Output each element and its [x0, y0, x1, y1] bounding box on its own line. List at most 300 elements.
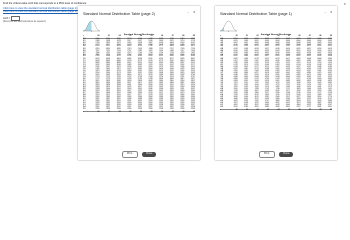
probability-cell: .9817 — [190, 78, 195, 81]
probability-cell: .0409 — [275, 71, 280, 74]
probability-cell: .6808 — [169, 45, 174, 48]
probability-cell: .0132 — [254, 61, 259, 64]
probability-cell: .0228 — [233, 65, 238, 68]
probability-cell: .0059 — [254, 55, 259, 58]
probability-cell: .9913 — [179, 83, 185, 86]
probability-cell: .1841 — [233, 88, 238, 91]
probability-cell: .0013 — [254, 45, 259, 48]
probability-cell: .4325 — [306, 103, 311, 106]
probability-cell: .0694 — [317, 78, 322, 81]
probability-cell: .6554 — [95, 45, 100, 48]
probability-cell: .9997 — [126, 105, 132, 108]
done-button[interactable]: Done — [142, 152, 156, 157]
z-value-cell: -3.3 — [220, 39, 224, 42]
probability-cell: .5319 — [179, 37, 185, 40]
probability-cell: .0250 — [296, 68, 301, 71]
probability-cell: .9049 — [105, 63, 111, 66]
probability-cell: .5120 — [126, 37, 132, 40]
probability-cell: .9162 — [179, 63, 185, 66]
close-icon[interactable]: ✕ — [329, 10, 334, 14]
probability-cell: .9292 — [169, 65, 174, 68]
probability-cell: .2912 — [285, 95, 290, 98]
probability-cell: .0051 — [306, 55, 311, 58]
column-header: .05 — [280, 109, 290, 111]
probability-cell: .0808 — [233, 78, 238, 81]
close-icon[interactable]: ✕ — [192, 10, 197, 14]
probability-cell: .9505 — [148, 69, 153, 72]
probability-cell: .0951 — [243, 80, 249, 82]
z-value-cell: -0.2 — [220, 102, 224, 104]
probability-cell: .3409 — [243, 98, 249, 101]
probability-cell: .0005 — [233, 39, 238, 42]
column-header: .09 — [321, 109, 332, 111]
probability-cell: .7389 — [137, 49, 142, 52]
probability-cell: .2148 — [327, 91, 332, 94]
probability-cell: .2061 — [254, 90, 259, 93]
done-button[interactable]: Done — [279, 152, 293, 157]
probability-cell: .0129 — [264, 61, 270, 64]
probability-cell: .9929 — [148, 85, 153, 88]
z-value-cell: -1.9 — [220, 68, 224, 71]
probability-cell: .8389 — [190, 55, 195, 58]
probability-cell: .0034 — [243, 51, 249, 54]
probability-cell: .7881 — [95, 53, 100, 56]
probability-cell: .7764 — [158, 51, 164, 54]
z-table-negative — [220, 36, 332, 112]
probability-cell: .0606 — [285, 75, 290, 78]
probability-cell: .0048 — [327, 55, 332, 58]
minimize-icon[interactable]: – — [187, 10, 191, 14]
probability-cell: .7704 — [137, 51, 142, 54]
column-header: .09 — [184, 36, 195, 38]
dialog-buttons — [78, 151, 200, 158]
probability-cell: .0041 — [275, 53, 280, 56]
probability-cell: .6217 — [105, 43, 111, 46]
probability-cell: .1056 — [285, 81, 290, 84]
probability-cell: .9357 — [116, 68, 121, 71]
probability-cell: .9664 — [126, 73, 132, 76]
probability-cell: .0003 — [243, 37, 249, 40]
probability-cell: .9834 — [126, 80, 132, 82]
probability-cell: .2843 — [306, 95, 311, 98]
probability-cell: .6628 — [116, 45, 121, 48]
probability-cell: .9975 — [105, 93, 111, 96]
probability-cell: .9864 — [105, 81, 111, 84]
probability-cell: .6950 — [105, 47, 111, 50]
z-value-cell: -2.6 — [220, 53, 224, 56]
probability-cell: .6141 — [190, 41, 195, 44]
probability-cell: .9961 — [158, 90, 164, 93]
minimize-icon[interactable]: – — [324, 10, 328, 14]
probability-cell: .9850 — [169, 80, 174, 82]
z-value-cell: -2.4 — [220, 58, 224, 60]
probability-cell: .1867 — [327, 90, 332, 93]
probability-cell: .9984 — [137, 95, 142, 98]
probability-cell: .0023 — [264, 49, 270, 52]
probability-cell: .0122 — [285, 61, 290, 64]
probability-cell: .9998 — [190, 105, 195, 108]
table-header-row — [220, 109, 332, 111]
probability-cell: .7852 — [190, 51, 195, 54]
z-value-cell: -0.7 — [220, 91, 224, 94]
probability-cell: .3121 — [327, 98, 332, 101]
probability-cell: .0026 — [327, 51, 332, 54]
probability-cell: .9996 — [137, 103, 142, 106]
probability-cell: .8980 — [169, 61, 174, 64]
probability-cell: .3085 — [233, 95, 238, 98]
probability-cell: .4920 — [254, 105, 259, 108]
probability-cell: .9997 — [137, 105, 142, 108]
probability-cell: .9971 — [158, 91, 164, 94]
probability-cell: .0119 — [296, 61, 301, 64]
probability-cell: .9949 — [169, 88, 174, 91]
probability-cell: .8665 — [105, 59, 111, 62]
probability-cell: .9955 — [105, 90, 111, 93]
probability-cell: .0287 — [233, 68, 238, 71]
probability-cell: .8599 — [179, 58, 185, 60]
probability-cell: .5871 — [116, 41, 121, 44]
z-value-cell: 2.6 — [83, 90, 86, 93]
probability-cell: .0016 — [285, 47, 290, 50]
probability-cell: .0174 — [243, 63, 249, 66]
probability-cell: .9625 — [179, 71, 185, 74]
probability-cell: .6700 — [137, 45, 142, 48]
probability-cell: .8554 — [158, 58, 164, 60]
probability-cell: .9713 — [95, 75, 100, 78]
probability-cell: .9099 — [137, 63, 142, 66]
curve-axis-label: 0 — [91, 32, 92, 33]
probability-cell: .1894 — [317, 90, 322, 93]
probability-cell: .0007 — [233, 41, 238, 44]
probability-cell: .9946 — [148, 88, 153, 91]
probability-cell: .9972 — [169, 91, 174, 94]
column-header: .07 — [163, 36, 174, 38]
probability-cell: .0136 — [243, 61, 249, 64]
probability-cell: .8159 — [95, 55, 100, 58]
probability-cell: .2420 — [233, 91, 238, 94]
column-header: .06 — [290, 109, 300, 111]
probability-cell: .7967 — [126, 53, 132, 56]
z-value-cell: -1.7 — [220, 71, 224, 74]
probability-cell: .9761 — [179, 75, 185, 78]
probability-cell: .9945 — [137, 88, 142, 91]
probability-cell: .8749 — [148, 59, 153, 62]
probability-cell: .9875 — [137, 81, 142, 84]
probability-cell: .1446 — [296, 85, 301, 88]
probability-cell: .9998 — [95, 108, 100, 111]
probability-cell: .9535 — [179, 69, 185, 72]
probability-cell: .0314 — [296, 69, 301, 72]
z-value-cell: 0.5 — [83, 47, 86, 50]
probability-cell: .1190 — [317, 83, 322, 86]
probability-cell: .6293 — [126, 43, 132, 46]
probability-cell: .8186 — [105, 55, 111, 58]
normal-curve-left-shaded — [220, 20, 237, 32]
probability-cell: .9131 — [158, 63, 164, 66]
probability-cell: .9515 — [158, 69, 164, 72]
probability-cell: .9719 — [105, 75, 111, 78]
probability-cell: .0038 — [306, 53, 311, 56]
z-value-cell: -2.9 — [220, 47, 224, 50]
probability-cell: .1711 — [285, 88, 290, 91]
probability-cell: .9693 — [169, 73, 174, 76]
probability-cell: .0044 — [254, 53, 259, 56]
probability-cell: .7642 — [116, 51, 121, 54]
probability-cell: .9991 — [116, 100, 121, 103]
z-value-cell: 2.2 — [83, 81, 86, 84]
z-value-cell: -2.5 — [220, 55, 224, 58]
probability-cell: .7517 — [179, 49, 185, 52]
column-header: .02 — [248, 109, 258, 111]
probability-cell: .9830 — [116, 80, 121, 82]
probability-cell: .0071 — [285, 58, 290, 60]
probability-cell: .0004 — [264, 39, 270, 42]
probability-cell: .0516 — [264, 73, 270, 76]
probability-cell: .5279 — [169, 37, 174, 40]
probability-cell: .9778 — [105, 78, 111, 81]
probability-cell: .9995 — [95, 103, 100, 106]
probability-cell: .8340 — [169, 55, 174, 58]
probability-cell: .9927 — [137, 85, 142, 88]
probability-cell: .0091 — [296, 59, 301, 62]
probability-cell: .9788 — [126, 78, 132, 81]
probability-cell: .1562 — [243, 85, 249, 88]
probability-cell: .2296 — [275, 91, 280, 94]
z-value-cell: -1.1 — [220, 83, 224, 86]
probability-cell: .9986 — [179, 95, 185, 98]
z-value-cell: 1.3 — [83, 63, 86, 66]
probability-cell: .0030 — [285, 51, 290, 54]
probability-cell: .2483 — [317, 93, 322, 96]
probability-cell: .0244 — [306, 68, 311, 71]
probability-cell: .9382 — [137, 68, 142, 71]
probability-cell: .9345 — [105, 68, 111, 71]
probability-cell: .9940 — [105, 88, 111, 91]
probability-cell: .2090 — [243, 90, 249, 93]
probability-cell: .8962 — [158, 61, 164, 64]
probability-cell: .5832 — [105, 41, 111, 44]
column-header: .06 — [290, 36, 300, 38]
probability-cell: .3336 — [264, 98, 270, 101]
probability-cell: .0016 — [275, 47, 280, 50]
probability-cell: .6844 — [179, 45, 185, 48]
probability-cell: .0003 — [317, 37, 322, 40]
probability-cell: .6591 — [105, 45, 111, 48]
probability-cell: .0096 — [275, 59, 280, 62]
probability-cell: .7939 — [116, 53, 121, 56]
probability-cell: .9996 — [158, 103, 164, 106]
z-value-cell: -0.9 — [220, 88, 224, 91]
probability-cell: .6368 — [148, 43, 153, 46]
probability-cell: .0375 — [317, 71, 322, 74]
probability-cell: .0735 — [285, 78, 290, 81]
probability-cell: .0233 — [327, 68, 332, 71]
probability-cell: .9916 — [190, 83, 195, 86]
probability-cell: .9909 — [158, 83, 164, 86]
probability-cell: .9993 — [190, 100, 195, 103]
z-value-cell: -2.7 — [220, 51, 224, 54]
column-header: z — [83, 36, 89, 38]
probability-cell: .1814 — [243, 88, 249, 91]
z-value-cell: 1.7 — [83, 71, 86, 74]
probability-cell: .2981 — [264, 95, 270, 98]
probability-cell: .1660 — [306, 88, 311, 91]
probability-cell: .9994 — [116, 102, 121, 104]
probability-cell: .0793 — [243, 78, 249, 81]
probability-cell: .9147 — [169, 63, 174, 66]
probability-cell: .4090 — [264, 102, 270, 104]
probability-cell: .7088 — [148, 47, 153, 50]
column-header: .03 — [121, 36, 132, 38]
probability-cell: .9996 — [126, 103, 132, 106]
probability-cell: .9931 — [158, 85, 164, 88]
close-icon[interactable]: ✕ — [343, 2, 346, 6]
probability-cell: .9793 — [137, 78, 142, 81]
probability-cell: .4443 — [275, 103, 280, 106]
probability-cell: .9251 — [137, 65, 142, 68]
probability-cell: .4013 — [285, 102, 290, 104]
z-value-cell: 2.1 — [83, 80, 86, 82]
print-button[interactable]: Print — [259, 151, 275, 158]
probability-cell: .0139 — [233, 61, 238, 64]
probability-cell: .4207 — [233, 102, 238, 104]
probability-cell: .0162 — [275, 63, 280, 66]
z-value-cell: -0.3 — [220, 100, 224, 103]
probability-cell: .1251 — [285, 83, 290, 86]
probability-cell: .9429 — [179, 68, 185, 71]
probability-cell: .0009 — [254, 43, 259, 46]
probability-cell: .0154 — [296, 63, 301, 66]
column-header: .05 — [142, 36, 153, 38]
column-header: .03 — [259, 109, 269, 111]
probability-cell: .0005 — [243, 39, 249, 42]
probability-cell: .8686 — [116, 59, 121, 62]
probability-cell: .9911 — [169, 83, 174, 86]
probability-cell: .8438 — [105, 58, 111, 60]
probability-cell: .0202 — [285, 65, 290, 68]
probability-cell: .8925 — [137, 61, 142, 64]
probability-cell: .1736 — [275, 88, 280, 91]
probability-cell: .0392 — [296, 71, 301, 74]
column-header: .00 — [227, 36, 237, 38]
z-value-cell: 2.0 — [83, 78, 86, 81]
probability-cell: .0031 — [275, 51, 280, 54]
print-button[interactable]: Print — [122, 151, 138, 158]
probability-cell: .0013 — [233, 45, 238, 48]
link-table-page-2[interactable]: Click here to view the standard normal distribution table (page 2). — [3, 10, 78, 14]
probability-cell: .0125 — [275, 61, 280, 64]
probability-cell: .0968 — [233, 80, 238, 82]
probability-cell: .5596 — [148, 39, 153, 42]
probability-cell: .0934 — [254, 80, 259, 82]
probability-cell: .1469 — [285, 85, 290, 88]
probability-cell: .9997 — [190, 103, 195, 106]
probability-cell: .2177 — [317, 91, 322, 94]
probability-cell: .9906 — [148, 83, 153, 86]
probability-cell: .9979 — [158, 93, 164, 96]
probability-cell: .9066 — [116, 63, 121, 66]
probability-cell: .4602 — [233, 103, 238, 106]
probability-cell: .4052 — [275, 102, 280, 104]
probability-cell: .9969 — [137, 91, 142, 94]
probability-cell: .0022 — [285, 49, 290, 52]
probability-cell: .8888 — [116, 61, 121, 64]
probability-cell: .9821 — [95, 80, 100, 82]
probability-cell: .9993 — [179, 100, 185, 103]
probability-cell: .8508 — [137, 58, 142, 60]
probability-cell: .0021 — [296, 49, 301, 52]
probability-cell: .0655 — [243, 75, 249, 78]
probability-cell: .0009 — [243, 43, 249, 46]
probability-cell: .0146 — [317, 63, 322, 66]
probability-cell: .7673 — [126, 51, 132, 54]
probability-cell: .0537 — [243, 73, 249, 76]
probability-cell: .5398 — [95, 39, 100, 42]
z-value-cell: -1.6 — [220, 73, 224, 76]
probability-cell: .9993 — [105, 102, 111, 104]
probability-cell: .0043 — [264, 53, 270, 56]
z-value-cell: 0.6 — [83, 49, 86, 52]
probability-cell: .9525 — [169, 69, 174, 72]
probability-cell: .0618 — [275, 75, 280, 78]
probability-cell: .5160 — [137, 37, 142, 40]
probability-cell: .0559 — [327, 75, 332, 78]
column-header: .04 — [131, 112, 142, 114]
probability-cell: .4880 — [264, 105, 270, 108]
probability-cell: .0918 — [264, 80, 270, 82]
probability-cell: .2236 — [296, 91, 301, 94]
link-table-page-1[interactable]: Click here to view the standard normal distribution table (page 1). — [3, 7, 78, 11]
probability-cell: .2643 — [264, 93, 270, 96]
probability-cell: .8531 — [148, 58, 153, 60]
probability-cell: .0329 — [275, 69, 280, 72]
probability-cell: .7019 — [126, 47, 132, 50]
probability-cell: .5636 — [158, 39, 164, 42]
z-value-cell: 0.0 — [83, 37, 86, 40]
probability-cell: .2514 — [306, 93, 311, 96]
probability-cell: .9803 — [158, 78, 164, 81]
probability-cell: .6517 — [190, 43, 195, 46]
probability-cell: .9798 — [148, 78, 153, 81]
probability-cell: .2546 — [296, 93, 301, 96]
probability-cell: .0078 — [254, 58, 259, 60]
probability-cell: .3594 — [296, 100, 301, 103]
probability-cell: .0084 — [327, 59, 332, 62]
probability-cell: .9994 — [137, 102, 142, 104]
probability-cell: .9904 — [137, 83, 142, 86]
probability-cell: .2358 — [254, 91, 259, 94]
probability-cell: .3300 — [275, 98, 280, 101]
probability-cell: .7823 — [179, 51, 185, 54]
probability-cell: .2389 — [243, 91, 249, 94]
probability-cell: .9981 — [190, 93, 195, 96]
z-value-cell: 3.5 — [83, 108, 86, 111]
z-value-cell: -2.1 — [220, 63, 224, 66]
normal-curve-right-shaded — [83, 20, 100, 32]
probability-cell: .9319 — [190, 65, 195, 68]
probability-cell: .0104 — [243, 59, 249, 62]
probability-cell: .0027 — [317, 51, 322, 54]
probability-cell: .9599 — [148, 71, 153, 74]
probability-cell: .0823 — [327, 80, 332, 82]
probability-cell: .9932 — [169, 85, 174, 88]
probability-cell: .9989 — [169, 98, 174, 101]
z-value-cell: -0.0 — [220, 105, 224, 108]
probability-cell: .0418 — [264, 71, 270, 74]
probability-cell: .9861 — [95, 81, 100, 84]
probability-cell: .9995 — [190, 102, 195, 104]
probability-cell: .0455 — [327, 73, 332, 76]
